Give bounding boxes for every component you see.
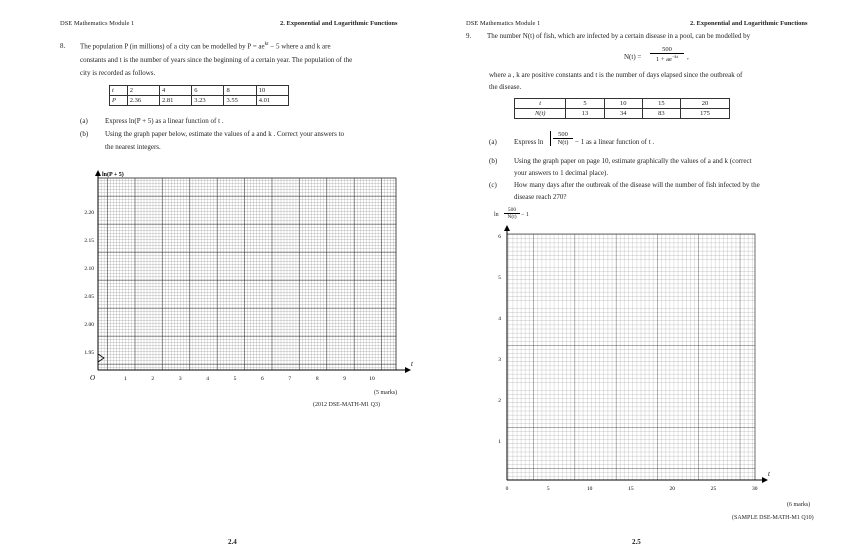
x-tick-label: 15 <box>628 486 634 492</box>
x-tick-label: 10 <box>586 486 593 492</box>
right-page <box>432 0 865 556</box>
part-b-text-2: your answers to 1 decimal place). <box>514 169 609 177</box>
y-tick-label: 2.05 <box>84 294 94 300</box>
l-p-cell: 3.23 <box>192 96 224 106</box>
x-tick-label: 6 <box>261 376 264 382</box>
r-n-cell: 175 <box>680 109 729 119</box>
y-tick-label: 2 <box>498 398 501 404</box>
x-tick-label: 7 <box>288 376 292 382</box>
y-axis-label-pre: ln <box>494 212 499 218</box>
part-a-pre: Express ln <box>514 138 544 146</box>
q-line1-tail: − 5 where a and k are <box>268 42 331 51</box>
origin-label: O <box>90 374 96 382</box>
source-left: (2012 DSE-MATH-M1 Q3) <box>313 402 380 408</box>
y-axis-label-numerator: 500 <box>504 207 520 214</box>
x-tick-label: 30 <box>752 486 758 492</box>
y-tick-label: 2.00 <box>84 322 94 328</box>
r-n-cell: 34 <box>604 109 642 119</box>
x-tick-label: 8 <box>315 376 319 382</box>
y-tick-label: 2.10 <box>84 266 94 272</box>
l-t-cell: 4 <box>159 86 191 96</box>
formula-den-text: 1 + ae <box>656 56 672 64</box>
formula-numerator: 500 <box>650 46 684 54</box>
l-t-cell: 8 <box>224 86 256 96</box>
part-b-text-2: the nearest integers. <box>105 143 161 151</box>
y-axis-arrow <box>504 225 510 231</box>
y-tick-label: 1.95 <box>84 350 94 356</box>
y-tick-labels <box>84 210 94 356</box>
y-axis-label-denominator: N(t) <box>507 214 517 220</box>
part-a-numerator: 500 <box>553 131 573 139</box>
data-table <box>514 98 730 119</box>
header-right: 2. Exponential and Logarithmic Functions <box>280 20 398 27</box>
part-a-label: (a) <box>489 138 497 146</box>
formula-tail: , <box>687 53 689 61</box>
part-c-text-1: How many days after the outbreak of the disease will the number of fish infected by the <box>514 181 760 189</box>
y-tick-label: 5 <box>498 275 501 281</box>
x-tick-label: 9 <box>343 376 346 382</box>
x-tick-labels <box>506 486 758 492</box>
question-line-2: constants and t is the number of years since the beginning of a certain year. The population of the <box>80 56 353 64</box>
x-tick-label: 20 <box>669 486 675 492</box>
part-a-label: (a) <box>80 117 88 125</box>
r-n-cell: 13 <box>566 109 604 119</box>
l-t-cell: 10 <box>256 86 288 96</box>
graph-paper-left <box>80 168 415 388</box>
where-line-1: where a , k are positive constants and t is the number of days elapsed since the outbreak of <box>489 71 743 79</box>
question-number: 9. <box>466 32 472 40</box>
formula-lhs: N(t) = <box>624 53 642 61</box>
part-b-text-1: Using the graph paper below, estimate the values of a and k . Correct your answers to <box>105 130 345 138</box>
x-tick-label: 2 <box>151 376 155 382</box>
r-t-cell: 5 <box>566 99 604 109</box>
q-line1-text: The population P (in millions) of a city can be modelled by P = ae <box>80 42 265 51</box>
x-tick-label: 4 <box>206 376 209 382</box>
header-left: DSE Mathematics Module 1 <box>466 20 541 27</box>
header-right: 2. Exponential and Logarithmic Functions <box>690 20 808 27</box>
l-p-cell: 4.01 <box>256 96 288 106</box>
x-tick-label: 5 <box>233 376 237 382</box>
table-row-t <box>515 99 730 109</box>
q-exponent: kt <box>264 42 269 47</box>
l-p-cell: 3.55 <box>224 96 256 106</box>
part-a-fraction <box>550 131 573 146</box>
y-axis-arrow <box>95 170 101 176</box>
part-a-post: − 1 as a linear function of t . <box>575 138 655 146</box>
l-t-cell: t <box>110 86 128 96</box>
part-a-text: Express ln(P + 5) as a linear function of t . <box>105 117 224 125</box>
x-tick-label: 0 <box>505 486 509 492</box>
x-tick-label: 3 <box>178 376 182 382</box>
r-t-cell: 10 <box>604 99 642 109</box>
r-n-cell: 83 <box>642 109 680 119</box>
l-p-cell: 2.81 <box>159 96 191 106</box>
header-left: DSE Mathematics Module 1 <box>60 20 135 27</box>
table-row-t <box>110 86 289 96</box>
grid-area <box>507 234 755 480</box>
r-t-cell: 20 <box>680 99 729 109</box>
grid-area <box>98 178 396 370</box>
where-line-2: the disease. <box>489 83 522 91</box>
x-tick-label: 1 <box>124 376 127 382</box>
y-axis-label-fraction <box>504 207 520 220</box>
graph-paper-right <box>492 222 782 497</box>
marks-right: (6 marks) <box>787 502 811 508</box>
data-table <box>109 85 289 106</box>
y-tick-label: 2.15 <box>84 238 94 244</box>
l-p-cell: 2.36 <box>127 96 159 106</box>
table-row-n <box>515 109 730 119</box>
y-tick-label: 2.20 <box>84 210 94 216</box>
part-b-label: (b) <box>80 130 89 138</box>
formula-den-exponent: −kt <box>671 54 678 59</box>
l-p-cell: P <box>110 96 128 106</box>
question-line-1: The number N(t) of fish, which are infected by a certain disease in a pool, can be modelled by <box>487 32 751 40</box>
question-line-3: city is recorded as follows. <box>80 69 156 77</box>
x-axis-label: t <box>768 470 770 478</box>
formula-denominator <box>650 54 684 63</box>
x-tick-label: 10 <box>369 376 375 382</box>
y-tick-label: 6 <box>498 234 501 240</box>
left-page <box>0 0 430 556</box>
r-t-cell: 15 <box>642 99 680 109</box>
page-number-left: 2.4 <box>228 538 237 546</box>
formula-fraction <box>650 46 684 63</box>
part-a-denominator: N(t) <box>557 139 569 146</box>
part-b-text-1: Using the graph paper on page 10, estimate graphically the values of a and k (correct <box>514 157 752 165</box>
x-tick-label: 25 <box>710 486 717 492</box>
part-b-label: (b) <box>489 157 498 165</box>
y-tick-label: 1 <box>498 439 501 445</box>
x-axis-label: t <box>411 360 413 368</box>
y-tick-label: 4 <box>498 316 501 322</box>
table-row-p <box>110 96 289 106</box>
page-number-right: 2.5 <box>632 538 641 546</box>
r-t-cell: t <box>515 99 566 109</box>
l-t-cell: 6 <box>192 86 224 96</box>
y-axis-label-post: − 1 <box>521 212 529 218</box>
l-t-cell: 2 <box>127 86 159 96</box>
question-line-1 <box>80 42 331 50</box>
part-c-text-2: disease reach 270? <box>514 193 567 201</box>
y-axis-label: ln(P + 5) <box>102 172 124 178</box>
r-n-cell: N(t) <box>515 109 566 119</box>
source-right: (SAMPLE DSE-MATH-M1 Q10) <box>732 515 814 521</box>
y-tick-label: 3 <box>498 357 501 363</box>
x-tick-labels <box>124 376 375 382</box>
question-number: 8. <box>60 42 66 50</box>
x-tick-label: 5 <box>546 486 550 492</box>
marks-left: (5 marks) <box>374 390 398 396</box>
y-tick-labels <box>498 234 501 445</box>
part-c-label: (c) <box>489 181 497 189</box>
